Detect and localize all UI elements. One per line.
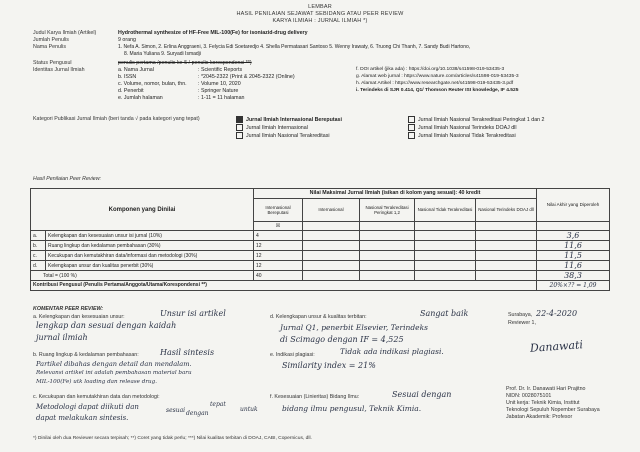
label-journal-identity: Identitas Jurnal Ilmiah bbox=[33, 67, 85, 73]
col-header-nat-non: Nasional Tidak Terakreditasi bbox=[415, 198, 476, 221]
checkbox-icon bbox=[408, 116, 415, 123]
table-row bbox=[31, 231, 610, 241]
signature-image: Danawati bbox=[529, 338, 584, 355]
label-num-authors: Jumlah Penulis bbox=[33, 37, 69, 43]
category-option-6[interactable]: Jurnal Ilmiah Nasional Tidak Terakreditasi bbox=[408, 132, 516, 139]
komentar-c-label: c. Kecukupan dan kemutakhiran data dan metodologi: bbox=[33, 394, 160, 400]
score-table bbox=[30, 188, 610, 291]
komentar-e-hand-1: Tidak ada indikasi plagiasi. bbox=[340, 347, 444, 356]
komentar-title: KOMENTAR PEER REVIEW: bbox=[33, 306, 104, 312]
checkbox-icon bbox=[408, 124, 415, 131]
journal-index: i. Terindeks di SJR 0.414, Q1/ Thomson Reuter ISI knowledge, IF 4.525 bbox=[356, 88, 519, 93]
komentar-c-hand-2: tepat bbox=[210, 401, 226, 408]
category-option-5[interactable]: Jurnal Ilmiah Nasional Terindeks DOAJ dll bbox=[408, 124, 517, 131]
contrib-score: 20%×?? = 1,09 bbox=[537, 281, 610, 291]
row-code: d. bbox=[31, 261, 46, 271]
row-score: 3,6 bbox=[537, 231, 610, 241]
header-line-1: LEMBAR bbox=[308, 4, 332, 10]
komentar-e-label: e. Indikasi plagiasi: bbox=[270, 352, 315, 358]
total-score: 38,3 bbox=[537, 271, 610, 281]
journal-doi: f. DOI artikel (jika ada) : https://doi.org/10.1038/s41598-019-53435-3 bbox=[356, 67, 505, 72]
komentar-f-hand-2: bidang ilmu pengusul, Teknik Kimia. bbox=[282, 404, 422, 413]
col-header-final: Nilai Akhir yang Diperoleh bbox=[537, 189, 610, 222]
reviewer-nip: NIDN: 0028075101 bbox=[506, 393, 552, 399]
row-max: 12 bbox=[254, 261, 303, 271]
checkbox-icon bbox=[236, 124, 243, 131]
table-row bbox=[31, 241, 610, 251]
komentar-c-hand-5: untuk bbox=[240, 406, 258, 413]
komentar-c-hand-1: Metodologi dapat diikuti dan bbox=[36, 403, 139, 411]
row-score: 11,5 bbox=[537, 251, 610, 261]
table-row-contribution bbox=[31, 281, 610, 291]
hasil-label: Hasil Penilaian Peer Review: bbox=[33, 176, 102, 182]
authors-line-1: 1. Nefa A. Simon, 2. Erlina Anggraeni, 3. Felycia Edi Soetaredjo 4. Shella Permatasari Santoso 5. Wenny Irawaty, 6. Truong Chi Thanh, 7. Sandy Budi Hartono, bbox=[118, 44, 471, 50]
journal-pages-label: e. Jumlah halaman bbox=[118, 95, 163, 101]
komentar-d-label: d. Kelengkapan unsur & kualitas terbitan: bbox=[270, 314, 367, 320]
category-label: Kategori Publikasi Jurnal Ilmiah (beri tanda √ pada kategori yang tepat) bbox=[33, 116, 200, 122]
komentar-b-hand-2: Partikel dibahas dengan detail dan mendalam. bbox=[36, 360, 192, 368]
journal-issn-label: b. ISSN bbox=[118, 74, 137, 80]
table-row-total bbox=[31, 271, 610, 281]
komentar-d-hand-2: Jurnal Q1, penerbit Elsevier, Terindeks bbox=[280, 323, 428, 332]
contrib-label: Kontribusi Pengusul (Penulis Pertama/Anggota/Utama/Korespondensi **) bbox=[31, 281, 537, 291]
row-text: Kelengkapan dan kesesuaian unsur isi jurnal (10%) bbox=[46, 231, 254, 241]
total-max: 40 bbox=[254, 271, 303, 281]
komentar-a-hand-3: jurnal ilmiah bbox=[36, 333, 88, 342]
journal-name-label: a. Nama Jurnal bbox=[118, 67, 154, 73]
komentar-a-hand-2: lengkap dan sesuai dengan kaidah bbox=[36, 321, 177, 330]
component-header: Komponen yang Dinilai bbox=[31, 189, 254, 231]
reviewer-unit-2: Teknologi Sepuluh Nopember Surabaya bbox=[506, 407, 600, 413]
row-score: 11,6 bbox=[537, 261, 610, 271]
row-max: 4 bbox=[254, 231, 303, 241]
col-header-doaj: Nasional Terindeks DOAJ dll bbox=[476, 198, 537, 221]
row-code: c. bbox=[31, 251, 46, 261]
komentar-d-hand-1: Sangat baik bbox=[420, 309, 469, 318]
authors-line-2: 8. Maria Yuliana 9. Suryadi Ismadji bbox=[124, 51, 201, 57]
journal-pages-value: : 1-11 = 11 halaman bbox=[198, 95, 245, 101]
checkbox-checked-icon bbox=[236, 116, 243, 123]
label-status: Status Pengusul bbox=[33, 60, 72, 66]
journal-name-value: : Scientific Reports bbox=[198, 67, 243, 73]
col-header-intl-rep: Internasional Bereputasi bbox=[254, 198, 303, 221]
place-date-label: Surabaya, bbox=[508, 312, 533, 318]
row-text: Kecukupan dan kemutakhiran data/informasi dan metodologi (30%) bbox=[46, 251, 254, 261]
header-line-2: HASIL PENILAIAN SEJAWAT SEBIDANG ATAU PEER REVIEW bbox=[236, 11, 404, 17]
komentar-c-hand-4: dengan bbox=[186, 410, 209, 417]
header-line-3: KARYA ILMIAH : JURNAL ILMIAH *) bbox=[272, 18, 368, 24]
komentar-f-hand-1: Sesuai dengan bbox=[392, 390, 452, 399]
checkbox-icon bbox=[236, 132, 243, 139]
reviewer-name: Prof. Dr. Ir. Danawati Hari Prajitno bbox=[506, 386, 586, 392]
category-option-1[interactable]: Jurnal Ilmiah Internasional Bereputasi bbox=[236, 116, 342, 123]
check-cell: ☒ bbox=[254, 221, 303, 231]
row-max: 12 bbox=[254, 241, 303, 251]
label-authors: Nama Penulis bbox=[33, 44, 66, 50]
journal-issn-value: : *2045-2322 (Print & 2045-2322 (Online) bbox=[198, 74, 295, 80]
journal-volume-value: : Volume 10, 2020 bbox=[198, 81, 241, 87]
row-max: 12 bbox=[254, 251, 303, 261]
category-option-4[interactable]: Jurnal Ilmiah Nasional Terakreditasi Peringkat 1 dan 2 bbox=[408, 116, 545, 123]
checkbox-icon bbox=[408, 132, 415, 139]
label-title: Judul Karya Ilmiah (Artikel) bbox=[33, 30, 97, 36]
komentar-b-hand-4: MIL-100(Fe) utk loading dan release drug. bbox=[36, 379, 157, 385]
reviewer-role: Reviewer 1, bbox=[508, 320, 536, 326]
komentar-b-label: b. Ruang lingkup & kedalaman pembahasan: bbox=[33, 352, 139, 358]
category-option-3[interactable]: Jurnal Ilmiah Nasional Terakreditasi bbox=[236, 132, 330, 139]
reviewer-position: Jabatan Akademik: Profesor bbox=[506, 414, 573, 420]
reviewer-unit-1: Unit kerja: Teknik Kimia, Institut bbox=[506, 400, 580, 406]
journal-web: g. Alamat web jurnal : https://www.nature.com/articles/s41598-019-53435-3 bbox=[356, 74, 519, 79]
komentar-c-hand-3: sesuai bbox=[166, 407, 186, 414]
row-score: 11,6 bbox=[537, 241, 610, 251]
row-code: a. bbox=[31, 231, 46, 241]
journal-publisher-label: d. Penerbit bbox=[118, 88, 144, 94]
author-status: penulis pertama /penulis ke-5 / penulis korespondensi **) bbox=[118, 60, 252, 66]
komentar-b-hand-1: Hasil sintesis bbox=[160, 348, 215, 357]
komentar-a-label: a. Kelengkapan dan kesesuaian unsur: bbox=[33, 314, 125, 320]
col-header-nat-acc: Nasional Terakreditasi Peringkat 1,2 bbox=[360, 198, 415, 221]
article-title: Hydrothermal synthesize of HF-Free MIL-100(Fe) for isoniazid-drug delivery bbox=[118, 30, 308, 36]
journal-publisher-value: : Springer Nature bbox=[198, 88, 239, 94]
table-row bbox=[31, 251, 610, 261]
komentar-a-hand-1: Unsur isi artikel bbox=[160, 309, 226, 318]
num-authors: 9 orang bbox=[118, 37, 136, 43]
komentar-c-hand-6: dapat melakukan sintesis. bbox=[36, 414, 129, 422]
komentar-d-hand-3: di Scimago dengan IF = 4,525 bbox=[280, 335, 404, 344]
footnote: *) Dinilai oleh dua Reviewer secara terpisah; **) Coret yang tidak perlu; ***) Nilai kualitas terbitan di DOAJ, CABI, Copernicus, dll. bbox=[33, 436, 312, 441]
col-header-intl: Internasional bbox=[303, 198, 360, 221]
total-label: Total = (100 %) bbox=[31, 271, 254, 281]
journal-volume-label: c. Volume, nomor, bulan, thn. bbox=[118, 81, 187, 87]
article-address: h. Alamat Artikel : https://www.researchgate.net/s41598-019-53435-3.pdf bbox=[356, 81, 514, 86]
group-header: Nilai Maksimal Jurnal Ilmiah (isikan di kolom yang sesuai): 40 kredit bbox=[254, 189, 537, 199]
komentar-f-label: f. Kesesuaian (Linieritas) Bidang Ilmu: bbox=[270, 394, 360, 400]
table-row bbox=[31, 261, 610, 271]
row-text: Kelengkapan unsur dan kualitas penerbit (30%) bbox=[46, 261, 254, 271]
row-code: b. bbox=[31, 241, 46, 251]
komentar-e-hand-2: Similarity index = 21% bbox=[282, 361, 376, 370]
komentar-b-hand-3: Relevansi artikel ini adalah pembahasan material baru bbox=[36, 370, 192, 376]
signature-date: 22-4-2020 bbox=[536, 309, 578, 318]
category-option-2[interactable]: Jurnal Ilmiah Internasional bbox=[236, 124, 308, 131]
row-text: Ruang lingkup dan kedalaman pembahasan (30%) bbox=[46, 241, 254, 251]
